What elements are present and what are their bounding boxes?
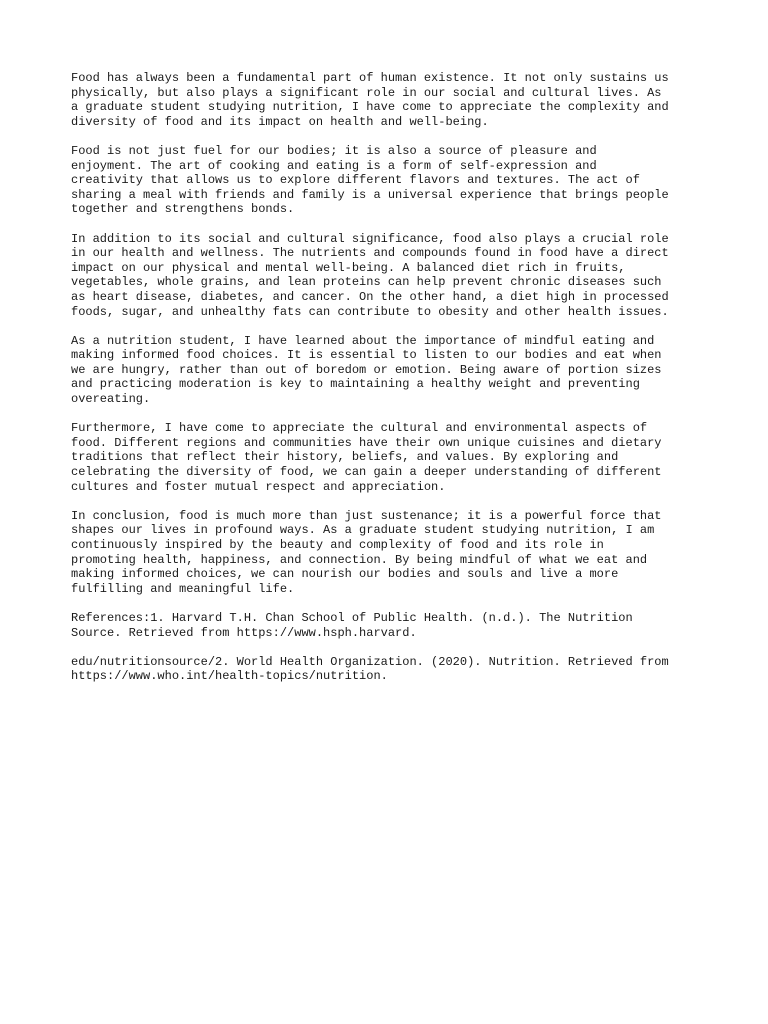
document-body [71,71,701,699]
paragraph-pleasure: Food is not just fuel for our bodies; it is also a source of pleasure and enjoyment. The art of cooking and eating is a form of self-expression and creativity that allows us to explore different flavors and textures. The act of sharing a meal with friends and family is a universal experience that brings people together and strengthens bonds. [71,143,669,217]
references-part-2: edu/nutritionsource/2. World Health Organization. (2020). Nutrition. Retrieved from https://www.who.int/health-topics/nutrition. [71,654,669,684]
paragraph-conclusion: In conclusion, food is much more than just sustenance; it is a powerful force that shapes our lives in profound ways. As a graduate student studying nutrition, I am continuously inspired by the beauty and complexity of food and its role in promoting health, happiness, and connection. By being mindful of what we eat and making informed choices, we can nourish our bodies and souls and live a more fulfilling and meaningful life. [71,508,662,596]
paragraph-culture: Furthermore, I have come to appreciate the cultural and environmental aspects of food. Different regions and communities have their own unique cuisines and dietary traditions that reflect their history, beliefs, and values. By exploring and celebrating the diversity of food, we can gain a deeper understanding of different cultures and foster mutual respect and appreciation. [71,421,662,494]
paragraph-health: In addition to its social and cultural significance, food also plays a crucial role in our health and wellness. The nutrients and compounds found in food have a direct impact on our physical and mental well-being. A balanced diet rich in fruits, vegetables, whole grains, and lean proteins can help prevent chronic diseases such as heart disease, diabetes, and cancer. On the other hand, a diet high in processed foods, sugar, and unhealthy fats can contribute to obesity and other health issues. [71,231,669,319]
paragraph-intro: Food has always been a fundamental part of human existence. It not only sustains us physically, but also plays a significant role in our social and cultural lives. As a graduate student studying nutrition, I have come to appreciate the complexity and diversity of food and its impact on health and well-being. [71,71,669,129]
paragraph-mindful-eating: As a nutrition student, I have learned about the importance of mindful eating and making informed food choices. It is essential to listen to our bodies and eat when we are hungry, rather than out of boredom or emotion. Being aware of portion sizes and practicing moderation is key to maintaining a healthy weight and preventing overeating. [71,333,662,407]
references-part-1: References:1. Harvard T.H. Chan School of Public Health. (n.d.). The Nutrition Source. Retrieved from https://www.hsph.harvard. [71,610,633,640]
